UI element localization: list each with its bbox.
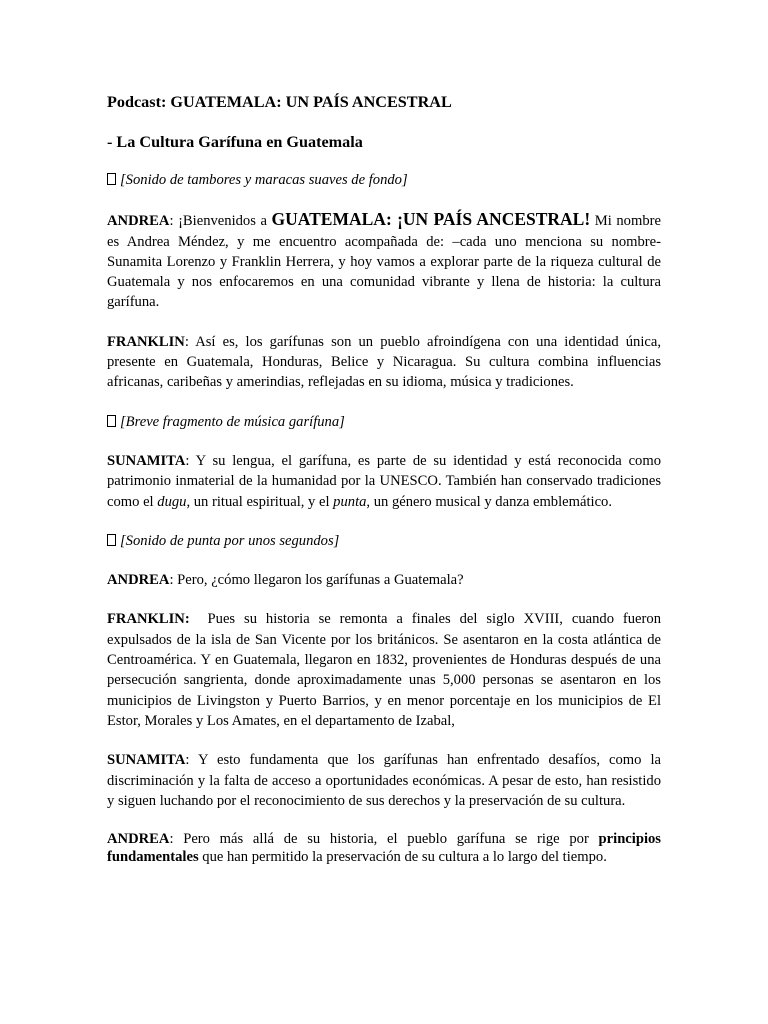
sound-cue: [107, 531, 661, 551]
dialogue-paragraph: [107, 750, 661, 811]
missing-glyph-icon: [107, 415, 116, 427]
dialogue-text: , un ritual espiritual, y el: [186, 493, 334, 510]
dialogue-paragraph: [107, 332, 661, 393]
sound-cue-text: [Breve fragmento de música garífuna]: [120, 413, 345, 430]
document-page: [107, 91, 665, 866]
dialogue-text: Pues su historia se remonta a finales del siglo XVIII, cuando fueron expulsados de la isla de San Vicente por los británicos. Se asentaron en la costa atlántica de Centroamérica. Y en Guatemala, llegaron en 1832, provenientes de Honduras después de una persecución sangrienta, donde aproximadamente unas 5,000 personas se asentaron en los municipios de Livingston y Puerto Barrios, y en menor porcentaje en los municipios de El Estor, Morales y Los Amates, en el departamento de Izabal,: [107, 611, 665, 729]
dialogue-text: , un género musical y danza emblemático.: [366, 493, 612, 510]
italic-term: punta: [333, 493, 367, 510]
dialogue-paragraph: [107, 609, 665, 731]
show-name: GUATEMALA: ¡UN PAÍS ANCESTRAL!: [271, 209, 591, 230]
sound-cue-text: [Sonido de tambores y maracas suaves de fondo]: [120, 172, 408, 188]
dialogue-text: Mi nombre es Andrea Méndez, y me encuentro acompañada de: –cada uno menciona su nombre- Sunamita Lorenzo y Franklin Herrera, y hoy vamos a explorar parte de la riqueza cultural de Guatemala y nos enfocaremos en una comunidad vibrante y llena de historia: la cultura garífuna.: [107, 213, 661, 311]
dialogue-text: : Y esto fundamenta que los garífunas han enfrentado desafíos, como la discriminación y la falta de acceso a oportunidades económicas. A pesar de esto, han resistido y siguen luchando por el reconocimiento de sus derechos y la preservación de su cultura.: [107, 752, 661, 809]
speaker-name: FRANKLIN: [107, 333, 185, 350]
dialogue-text: que han permitido la preservación de su cultura a lo largo del tiempo.: [198, 849, 607, 866]
bold-emphasis: principios fundamentales: [107, 831, 661, 866]
sound-cue-text: [Sonido de punta por unos segundos]: [120, 532, 340, 549]
missing-glyph-icon: [107, 534, 116, 546]
missing-glyph-icon: [107, 173, 116, 185]
speaker-name: ANDREA: [107, 213, 170, 230]
speaker-name: ANDREA: [107, 572, 170, 589]
sound-cue: [107, 170, 661, 190]
dialogue-paragraph: [107, 830, 661, 866]
italic-term: dugu: [157, 493, 187, 510]
speaker-name: SUNAMITA: [107, 452, 186, 469]
dialogue-text: : Pero, ¿cómo llegaron los garífunas a Guatemala?: [169, 572, 464, 589]
speaker-name: FRANKLIN:: [107, 611, 190, 628]
dialogue-paragraph: [107, 451, 661, 512]
speaker-name: SUNAMITA: [107, 752, 186, 769]
dialogue-text: : Así es, los garífunas son un pueblo afroindígena con una identidad única, presente en Guatemala, Honduras, Belice y Nicaragua. Su cultura combina influencias africanas, caribeñas y amerindias, reflejadas en su idioma, música y tradiciones.: [107, 333, 661, 391]
dialogue-text: : Y su lengua, el garífuna, es parte de su identidad y está reconocida como patrimonio inmaterial de la humanidad por la UNESCO. También han conservado tradiciones como el: [107, 452, 661, 510]
dialogue-paragraph: [107, 209, 661, 312]
dialogue-text: : ¡Bienvenidos a: [169, 213, 272, 230]
document-title: Podcast: GUATEMALA: UN PAÍS ANCESTRAL: [107, 93, 452, 111]
sound-cue: [107, 412, 661, 432]
document-subtitle: - La Cultura Garífuna en Guatemala: [107, 133, 363, 151]
dialogue-text: : Pero más allá de su historia, el pueblo garífuna se rige por: [169, 831, 599, 848]
dialogue-paragraph: [107, 570, 661, 590]
speaker-name: ANDREA: [107, 831, 170, 848]
